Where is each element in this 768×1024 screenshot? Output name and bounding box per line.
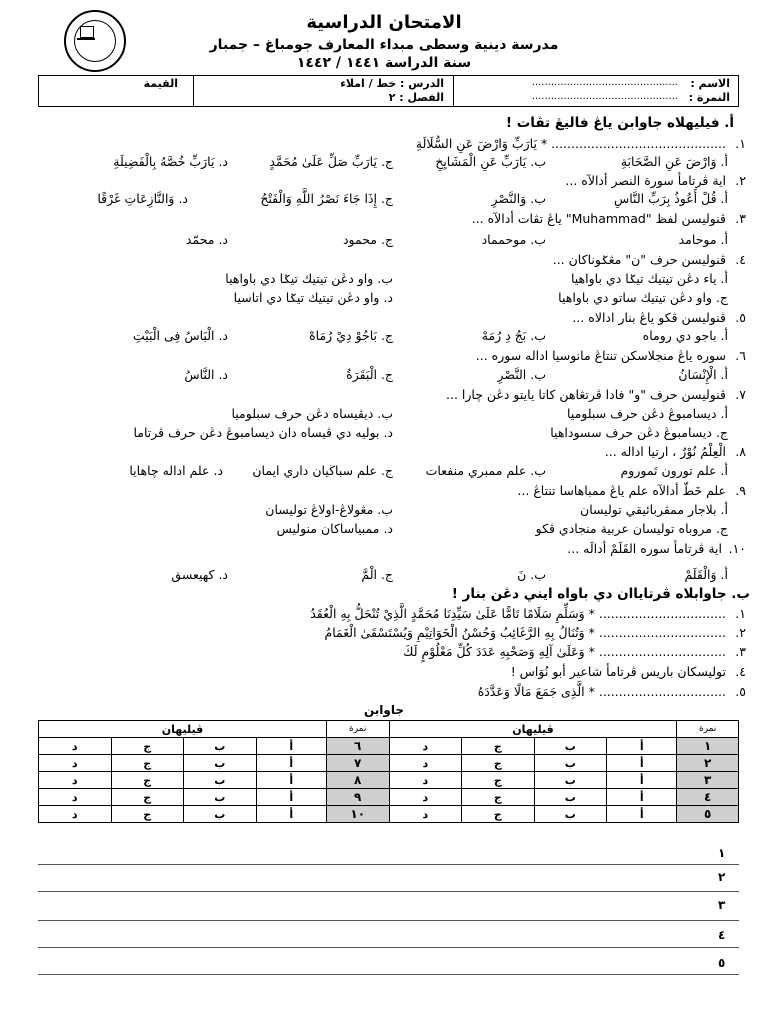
option-d: د. الْبَاسُ فِى الْبَيْتِ: [132, 328, 228, 343]
answer-choice-b[interactable]: ب: [534, 755, 607, 772]
answer-choice-c[interactable]: ج: [111, 738, 184, 755]
score-label: القيمة: [143, 77, 178, 90]
essay-line-number: ٤: [718, 928, 726, 942]
question-text: اية ڤرتامأ سورة النصر أدالآه ...: [565, 173, 726, 188]
question-number: ١.: [735, 606, 746, 621]
question-text: علم خَطّ أدالآه علم ياڠ ممباهاسا تنتاڠ ...: [517, 483, 726, 498]
answer-choice-b[interactable]: ب: [184, 789, 257, 806]
answer-choice-c[interactable]: ج: [111, 806, 184, 823]
option-b: ب. مڠولاڠ-اولاڠ توليسان: [265, 502, 393, 517]
question-number: ٣.: [735, 644, 746, 659]
section-b-heading: ب. جاوابلاه ڤرتاياان دي باواه ايني دڠن بنار !: [451, 586, 750, 602]
option-b: ب. علم ممبري منفعات: [425, 463, 546, 478]
essay-line-number: ٥: [718, 956, 726, 970]
option-c: ج. علم سباڬيان داري ايمان: [252, 463, 393, 478]
option-c: ج. ديسامبوڠ دڠن حرف سسوداهيا: [550, 425, 728, 440]
question-text: توليسكان باريس ڤرتامأ شاعير أبو نُوَاس !: [510, 664, 726, 679]
table-row: [39, 738, 739, 755]
answer-choice-b[interactable]: ب: [184, 738, 257, 755]
option-a: أ. علم تورون تَموروم: [620, 463, 728, 478]
question-number: ٢.: [735, 625, 746, 640]
question-text: ڤنوليسن حرف "ن" مڠݢوناكان ...: [552, 252, 726, 267]
name-label: الاسم :: [690, 77, 730, 90]
option-b: ب. بَجُ دِ رُمَهْ: [481, 328, 546, 343]
option-d: د. علم اداله چاهايا: [129, 463, 223, 478]
number-header: نمرة: [677, 721, 739, 738]
option-b: ب. واو دڠن تيتيك تيݢا دي باواهيا: [225, 271, 393, 286]
options-header: ڤيليهان: [389, 721, 677, 738]
table-row: [39, 806, 739, 823]
option-a: أ. باجو دي روماه: [642, 328, 728, 343]
answer-choice-a[interactable]: أ: [607, 789, 677, 806]
answer-choice-d[interactable]: د: [389, 738, 462, 755]
options-header: ڤيليهان: [39, 721, 327, 738]
row-number: ٥: [677, 806, 739, 823]
answer-choice-c[interactable]: ج: [111, 772, 184, 789]
question-text: اية ڤرتامأ سوره القَلَمْ أدالَه ...: [567, 541, 722, 556]
question-number: ١.: [735, 136, 746, 151]
answer-table: [38, 720, 739, 823]
answer-choice-b[interactable]: ب: [184, 772, 257, 789]
lesson-label: الدرس : خط / املاء: [340, 77, 444, 90]
question-number: ١٠.: [728, 541, 746, 556]
question-number: ٦.: [735, 348, 746, 363]
option-d: د. كهيعسق: [171, 567, 228, 582]
option-b: ب. النَّصْرِ: [497, 367, 546, 382]
question-number: ٥.: [735, 684, 746, 699]
option-a: أ. الْإِنْسَانُ: [678, 367, 728, 382]
answer-choice-a[interactable]: أ: [256, 738, 326, 755]
question-text: ................................ * الَّذِى جَمَعَ مَالًا وَعَدَّدَهُ: [477, 684, 726, 699]
option-d: د. وَالنَّازِعَاتِ غَرْقًا: [97, 191, 188, 206]
answer-choice-a[interactable]: أ: [256, 806, 326, 823]
answer-choice-a[interactable]: أ: [607, 755, 677, 772]
answer-choice-b[interactable]: ب: [534, 789, 607, 806]
answer-choice-c[interactable]: ج: [462, 806, 535, 823]
option-c: ج. واو دڠن تيتيك ساتو دي باواهيا: [558, 290, 728, 305]
essay-answer-line[interactable]: [38, 864, 739, 865]
option-c: ج. بَاجُوْ دِيْ رُمَاهْ: [309, 328, 393, 343]
question-number: ٢.: [735, 173, 746, 188]
option-c: ج. محمود: [342, 232, 393, 247]
question-text: ............................................ * يَارَبِّ وَارْضَ عَنِ السُّلَالَةِ: [415, 136, 726, 151]
answer-choice-d[interactable]: د: [39, 772, 112, 789]
answer-choice-c[interactable]: ج: [111, 789, 184, 806]
answer-choice-b[interactable]: ب: [534, 738, 607, 755]
question-text: ................................ * وَعَلَىٰ آلِهِ وَصَحْبِهِ عَدَدَ كُلِّ مَعْلُوْمٍ لَكَ: [403, 644, 726, 659]
essay-answer-line[interactable]: [38, 947, 739, 948]
question-text: ................................ * وَسَلِّمِ سَلَامًا تَامًّا عَلَىٰ سَيِّدِنَا مُحَمَّدٍ الَّذِيْ تُنْحَلُّ بِهِ الْعُقَدُ: [310, 606, 726, 621]
row-number: ٢: [677, 755, 739, 772]
number-header: نمرة: [326, 721, 389, 738]
table-row: [39, 772, 739, 789]
answer-choice-d[interactable]: د: [39, 755, 112, 772]
answer-choice-a[interactable]: أ: [607, 772, 677, 789]
option-d: د. واو دڠن تيتيك تيݢا دي اتاسيا: [233, 290, 393, 305]
question-text: ڤنوليسن حرف "و" فادا ڤرتڠاهن كاتا يايتو دڠن چارا ...: [446, 387, 726, 402]
question-number: ٥.: [735, 310, 746, 325]
question-number: ٣.: [735, 211, 746, 226]
essay-line-number: ٣: [718, 898, 726, 912]
answer-choice-b[interactable]: ب: [534, 772, 607, 789]
table-row: [39, 789, 739, 806]
number-field[interactable]: ..............................................: [531, 91, 678, 102]
answer-choice-c[interactable]: ج: [462, 738, 535, 755]
question-text: ڤنوليسن لفظ "Muhammad" ياڠ تڤات أدالآه ...: [471, 211, 726, 226]
essay-answer-line[interactable]: [38, 920, 739, 921]
row-number: ٨: [326, 772, 389, 789]
answer-choice-a[interactable]: أ: [607, 806, 677, 823]
option-b: ب. يَارَبِّ عَنِ الْمَشَايِخِ: [435, 154, 546, 169]
option-d: د. بوليه دي ڤيساه دان ديسامبوڠ دڠن حرف ڤرتاما: [133, 425, 393, 440]
option-c: ج. إِذَا جَاءَ نَصْرُ اللَّهِ وَالْفَتْحُ: [260, 191, 393, 206]
option-d: د. النَّاسُ: [184, 367, 228, 382]
answer-choice-c[interactable]: ج: [462, 789, 535, 806]
option-c: ج. الْمَّ: [361, 567, 393, 582]
answer-choice-d[interactable]: د: [39, 738, 112, 755]
option-a: أ. ياء دڠن تيتيك تيݢا دي باواهيا: [570, 271, 728, 286]
row-number: ١٠: [326, 806, 389, 823]
question-number: ٩.: [735, 483, 746, 498]
answer-choice-b[interactable]: ب: [184, 806, 257, 823]
answer-table-title: جاوابن: [363, 703, 405, 717]
school-year: سنة الدراسة ١٤٤١ / ١٤٤٢: [296, 55, 472, 71]
table-row: [39, 755, 739, 772]
question-number: ٤.: [735, 664, 746, 679]
row-number: ٧: [326, 755, 389, 772]
option-a: أ. وَارْضَ عَنِ الصَّحَابَةِ: [620, 154, 728, 169]
option-a: أ. وَالْقَلَمْ: [684, 567, 728, 582]
row-number: ٤: [677, 789, 739, 806]
essay-line-number: ١: [718, 846, 726, 860]
answer-choice-a[interactable]: أ: [256, 789, 326, 806]
answer-choice-d[interactable]: د: [389, 772, 462, 789]
essay-answer-line[interactable]: [38, 891, 739, 892]
option-c: ج. مروباه توليسان عربية منجادي ڤكو: [535, 521, 728, 536]
question-text: ڤنوليسن ڤكو ياڠ بنار ادالاه ...: [572, 310, 726, 325]
answer-choice-b[interactable]: ب: [534, 806, 607, 823]
answer-choice-d[interactable]: د: [39, 806, 112, 823]
option-a: أ. ديسامبوڠ دڠن حرف سبلوميا: [567, 406, 728, 421]
answer-choice-a[interactable]: أ: [607, 738, 677, 755]
option-b: ب. نَ: [517, 567, 546, 582]
section-a-heading: أ. فيليهلاه جاوابن ياڠ فاليڠ تڤات !: [505, 115, 734, 131]
answer-choice-d[interactable]: د: [389, 755, 462, 772]
exam-title: الامتحان الدراسية: [306, 12, 462, 33]
essay-answer-line[interactable]: [38, 974, 739, 975]
answer-choice-a[interactable]: أ: [256, 772, 326, 789]
row-number: ٦: [326, 738, 389, 755]
row-number: ١: [677, 738, 739, 755]
student-info-box: [38, 75, 739, 107]
question-text: ................................ * وَتُنَالُ بِهِ الرَّغَائِبُ وَحُسْنُ الْخَوَاتِيْمِ وَيُسْتَسْقَىٰ الْغَمَامُ: [324, 625, 726, 640]
option-b: ب. موحمماد: [481, 232, 546, 247]
row-number: ٣: [677, 772, 739, 789]
essay-line-number: ٢: [718, 870, 726, 884]
school-name: مدرسة دينية وسطى مبداء المعارف جومباغ – جمبار: [209, 37, 559, 53]
table-header-row: [39, 721, 739, 738]
number-label: النمرة :: [688, 91, 730, 104]
option-a: أ. موحامد: [678, 232, 728, 247]
answer-choice-d[interactable]: د: [389, 789, 462, 806]
option-c: ج. يَارَبِّ صَلِّ عَلَىٰ مُحَمَّدٍ: [269, 154, 393, 169]
option-c: ج. الْبَقَرَةُ: [346, 367, 393, 382]
option-d: د. ممبياساكان منوليس: [276, 521, 393, 536]
option-a: أ. قُلْ أَعُوذُ بِرَبِّ النَّاسِ: [613, 191, 728, 206]
option-a: أ. بلاجار ممڤربائيقي توليسان: [580, 502, 728, 517]
question-text: سوره ياڠ منجلاسكن تنتاڠ مانوسيا اداله سوره ...: [475, 348, 726, 363]
option-b: ب. ديڤيساه دڠن حرف سبلوميا: [231, 406, 393, 421]
option-d: د. يَارَبِّ خُصَّهُ بِالْفَضِيلَةِ: [113, 154, 228, 169]
question-number: ٤.: [735, 252, 746, 267]
option-d: د. محمّد: [185, 232, 228, 247]
row-number: ٩: [326, 789, 389, 806]
answer-choice-b[interactable]: ب: [184, 755, 257, 772]
question-number: ٧.: [735, 387, 746, 402]
name-field[interactable]: ..............................................: [531, 77, 678, 88]
answer-choice-d[interactable]: د: [389, 806, 462, 823]
answer-choice-a[interactable]: أ: [256, 755, 326, 772]
answer-choice-d[interactable]: د: [39, 789, 112, 806]
answer-choice-c[interactable]: ج: [111, 755, 184, 772]
class-label: الفصل : ٢: [388, 91, 444, 104]
question-text: الْعِلْمُ نُوْرٌ ، ارتيا اداله ...: [604, 444, 726, 459]
answer-choice-c[interactable]: ج: [462, 755, 535, 772]
answer-choice-c[interactable]: ج: [462, 772, 535, 789]
option-b: ب. وَالنَّصْرِ: [491, 191, 546, 206]
question-number: ٨.: [735, 444, 746, 459]
